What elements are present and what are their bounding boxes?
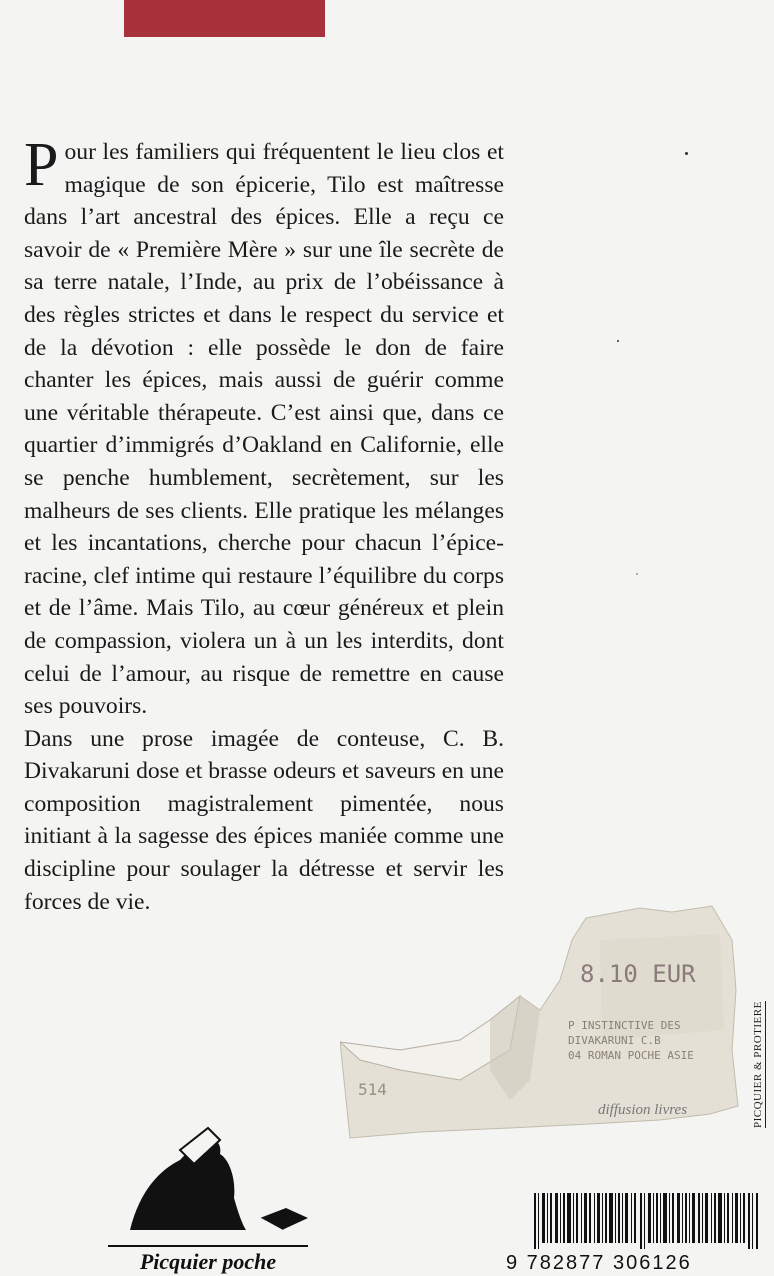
- speck-mark: [685, 152, 688, 155]
- blurb-paragraph-2: Dans une prose imagée de conteuse, C. B. Divakaruni dose et brasse odeurs et saveurs en une composition magistralement pimentée, nous initiant à la sagesse des épices maniée comme une discipline pour soulager la détresse et servir les forces de vie.: [24, 725, 504, 915]
- blurb-paragraph-1: [24, 131, 504, 723]
- price-sticker: [340, 900, 740, 1140]
- top-color-band: [124, 0, 325, 37]
- sticker-price: 8.10 EUR: [580, 960, 696, 988]
- sticker-shop-line-1: P INSTINCTIVE DES: [568, 1019, 681, 1032]
- sticker-shop-line-3: 04 ROMAN POCHE ASIE: [568, 1049, 694, 1062]
- logo-rule: [108, 1245, 308, 1247]
- sticker-shop-info: [568, 1018, 698, 1063]
- drop-cap: P: [24, 131, 59, 199]
- barcode: [534, 1193, 760, 1249]
- sticker-shop-line-2: DIVAKARUNI C.B: [568, 1034, 661, 1047]
- speck-mark: [636, 573, 638, 575]
- sticker-distributor: diffusion livres: [598, 1102, 688, 1118]
- isbn-number: 9 782877 306126: [506, 1252, 692, 1274]
- reader-logo-icon: [110, 1120, 310, 1240]
- back-cover-blurb: [24, 131, 504, 918]
- collection-name: Picquier poche: [139, 1249, 277, 1274]
- blurb-paragraph-1-text: our les familiers qui fréquentent le lieu clos et magique de son épicerie, Tilo est maîtresse dans l’art ancestral des épices. Elle a reçu ce savoir de « Première Mère » sur une île secrète de sa terre natale, l’Inde, au prix de l’obéissance à des règles strictes et dans le respect du service et de la dévotion : elle possède le don de faire chanter les épices, mais aussi de guérir comme une véritable thérapeute. C’est ainsi que, dans ce quartier d’immigrés d’Oakland en Californie, elle se penche humblement, secrètement, sur les malheurs de ses clients. Elle pratique les mélanges et les incantations, cherche pour chacun l’épice-racine, clef intime qui restaure l’équilibre du corps et de l’âme. Mais Tilo, au cœur généreux et plein de compassion, violera un à un les interdits, dont celui de l’amour, au risque de remettre en cause ses pouvoirs.: [24, 139, 504, 720]
- speck-mark: [617, 340, 619, 342]
- publisher-vertical-label: PICQUIER & PROTIERE: [752, 1001, 764, 1128]
- sticker-code: 514: [358, 1080, 387, 1099]
